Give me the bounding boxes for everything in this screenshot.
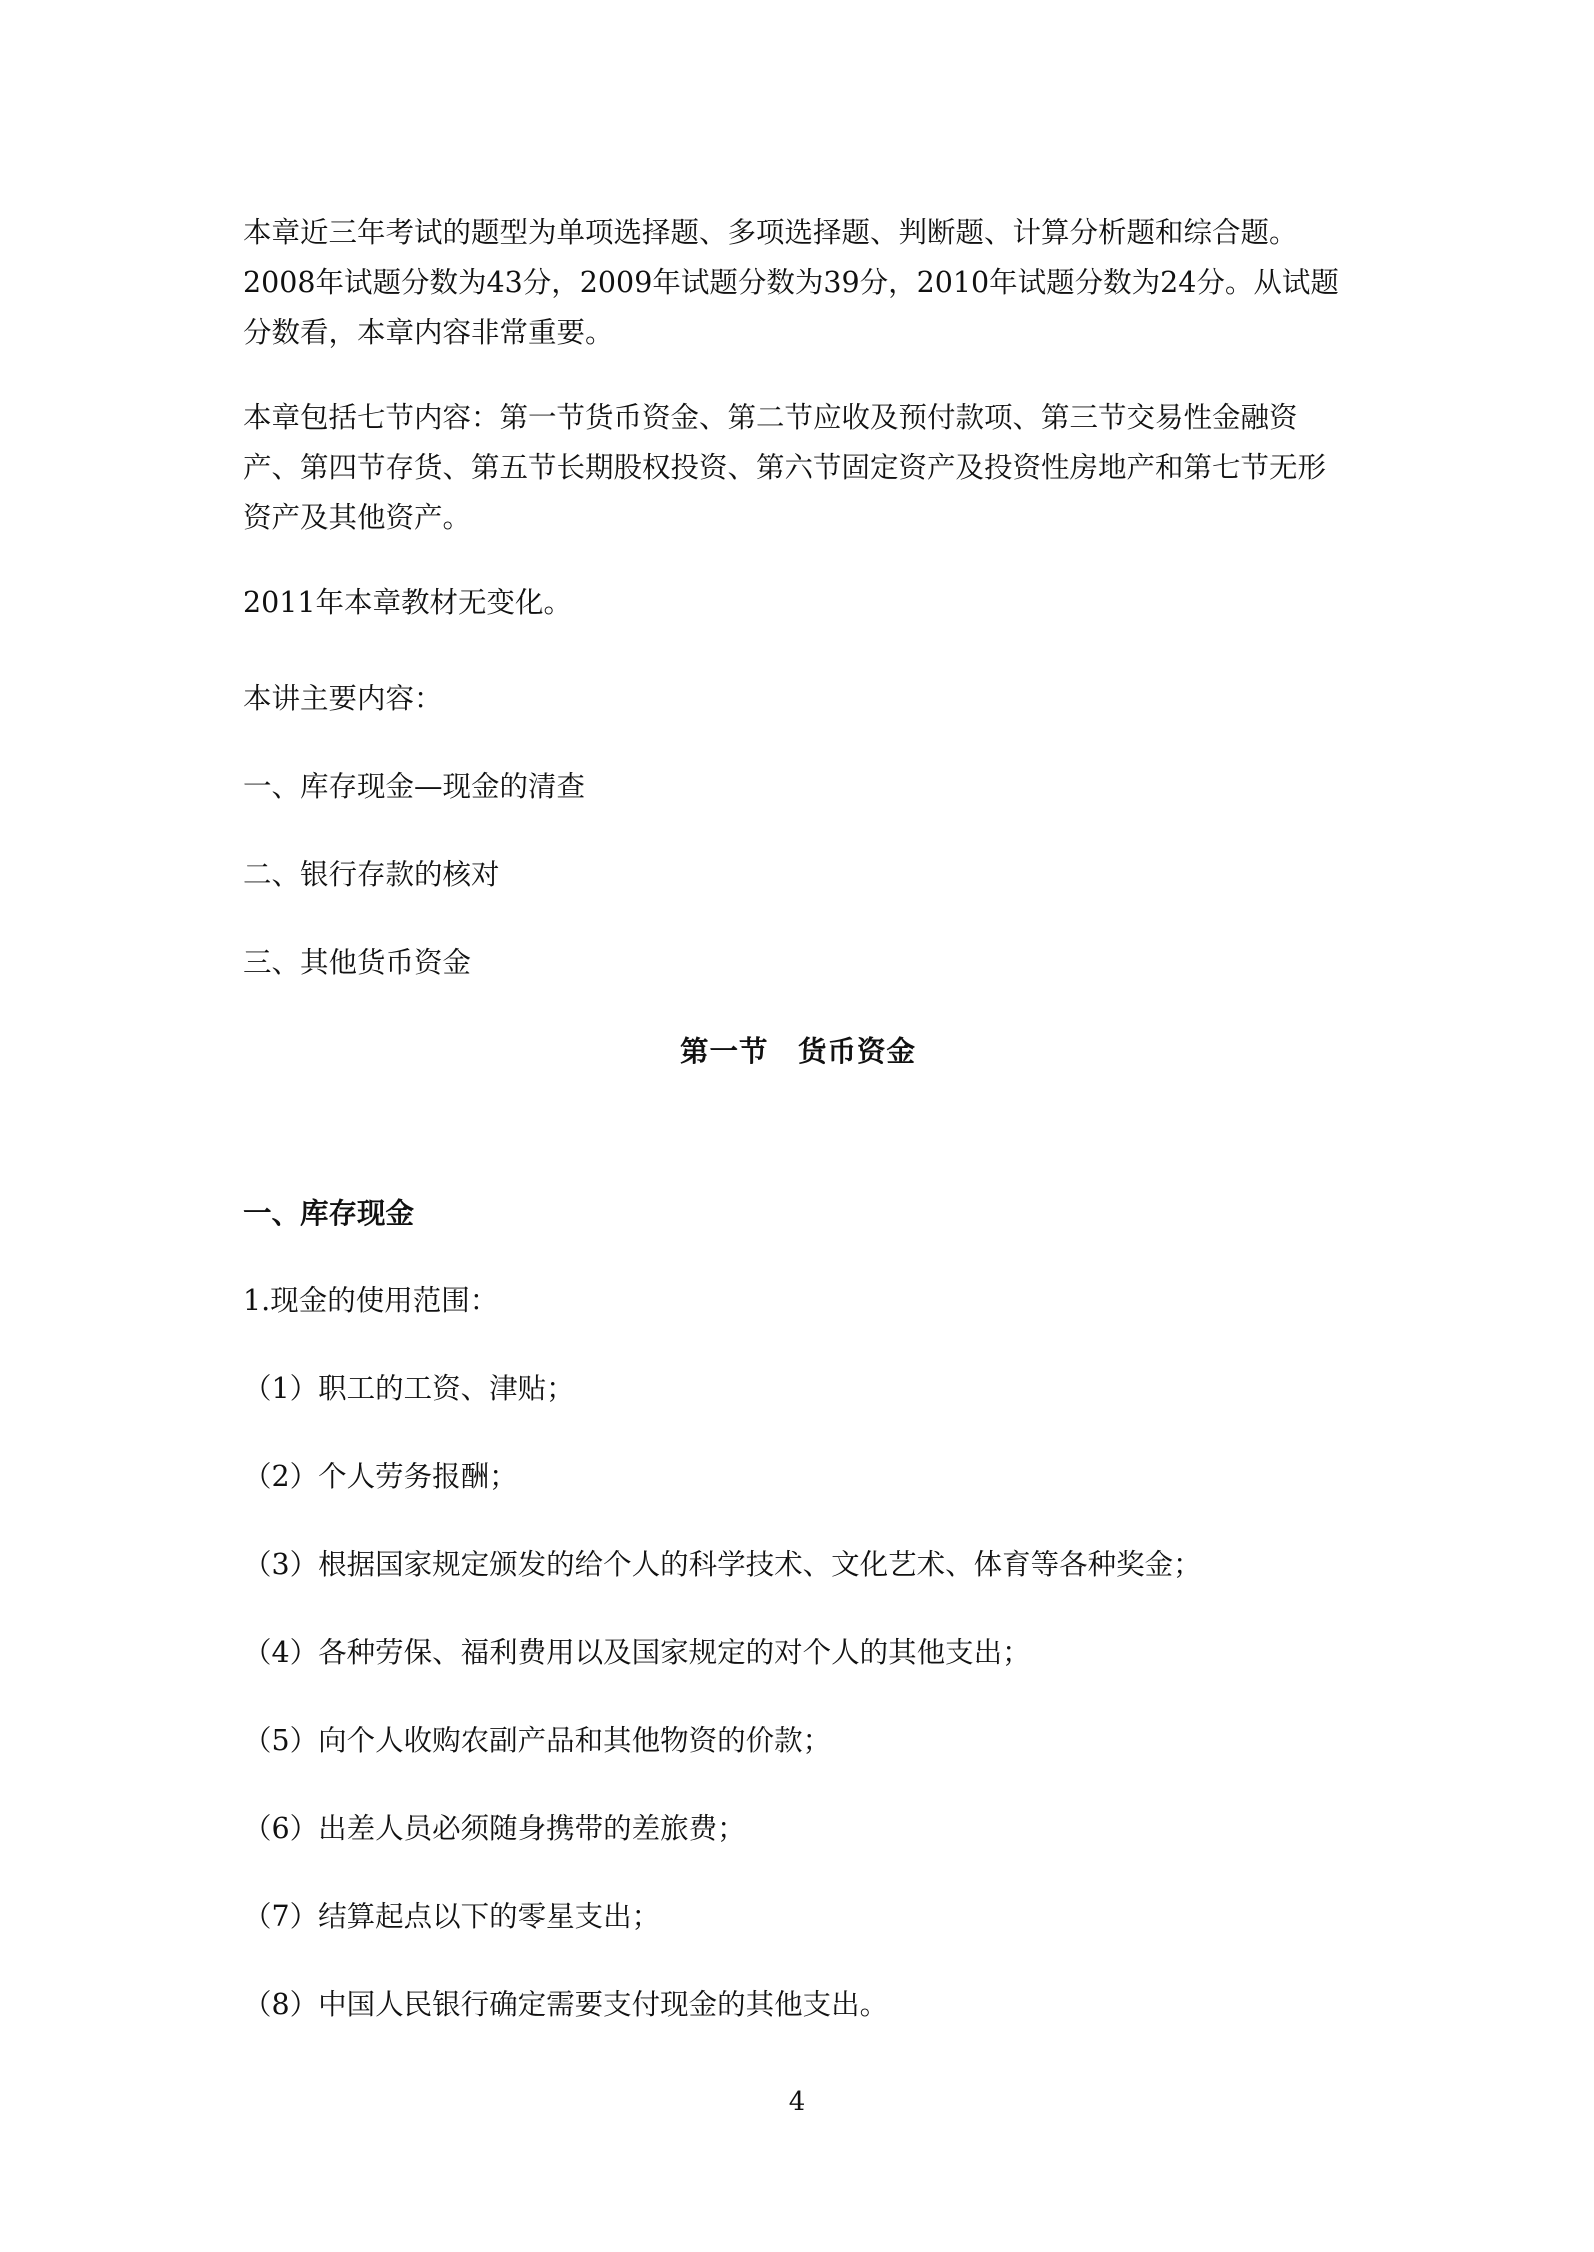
section-title: 第一节 货币资金 [679,1034,916,1068]
usage-item-2: （2）个人劳务报酬； [243,1460,518,1493]
toc-item-other-monetary-funds: 三、其他货币资金 [243,946,472,979]
usage-item-8: （8）中国人民银行确定需要支付现金的其他支出。 [243,1988,889,2021]
subsection-title: 一、库存现金 [243,1196,415,1230]
toc-label: 本讲主要内容： [243,682,443,715]
usage-heading: 1.现金的使用范围： [243,1284,499,1317]
usage-item-4: （4）各种劳保、福利费用以及国家规定的对个人的其他支出； [243,1636,1031,1669]
intro-paragraph-exam-types: 本章近三年考试的题型为单项选择题、多项选择题、判断题、计算分析题和综合题。2008年试题分数为43分，2009年试题分数为39分，2010年试题分数为24分。从试题分数看，本章内容非常重要。 [243,216,1339,349]
usage-item-7: （7）结算起点以下的零星支出； [243,1900,661,1933]
usage-item-3: （3）根据国家规定颁发的给个人的科学技术、文化艺术、体育等各种奖金； [243,1548,1202,1581]
toc-item-bank-deposit: 二、银行存款的核对 [243,858,500,891]
page-number: 4 [788,2087,806,2117]
toc-item-cash-check: 一、库存现金—现金的清查 [243,770,586,803]
page-content [243,208,1353,2030]
usage-item-5: （5）向个人收购农副产品和其他物资的价款； [243,1724,832,1757]
usage-item-6: （6）出差人员必须随身携带的差旅费； [243,1812,746,1845]
intro-paragraph-textbook-change: 2011年本章教材无变化。 [243,586,573,619]
intro-paragraph-chapter-sections: 本章包括七节内容：第一节货币资金、第二节应收及预付款项、第三节交易性金融资产、第四节存货、第五节长期股权投资、第六节固定资产及投资性房地产和第七节无形资产及其他资产。 [243,401,1327,534]
usage-item-1: （1）职工的工资、津贴； [243,1372,575,1405]
